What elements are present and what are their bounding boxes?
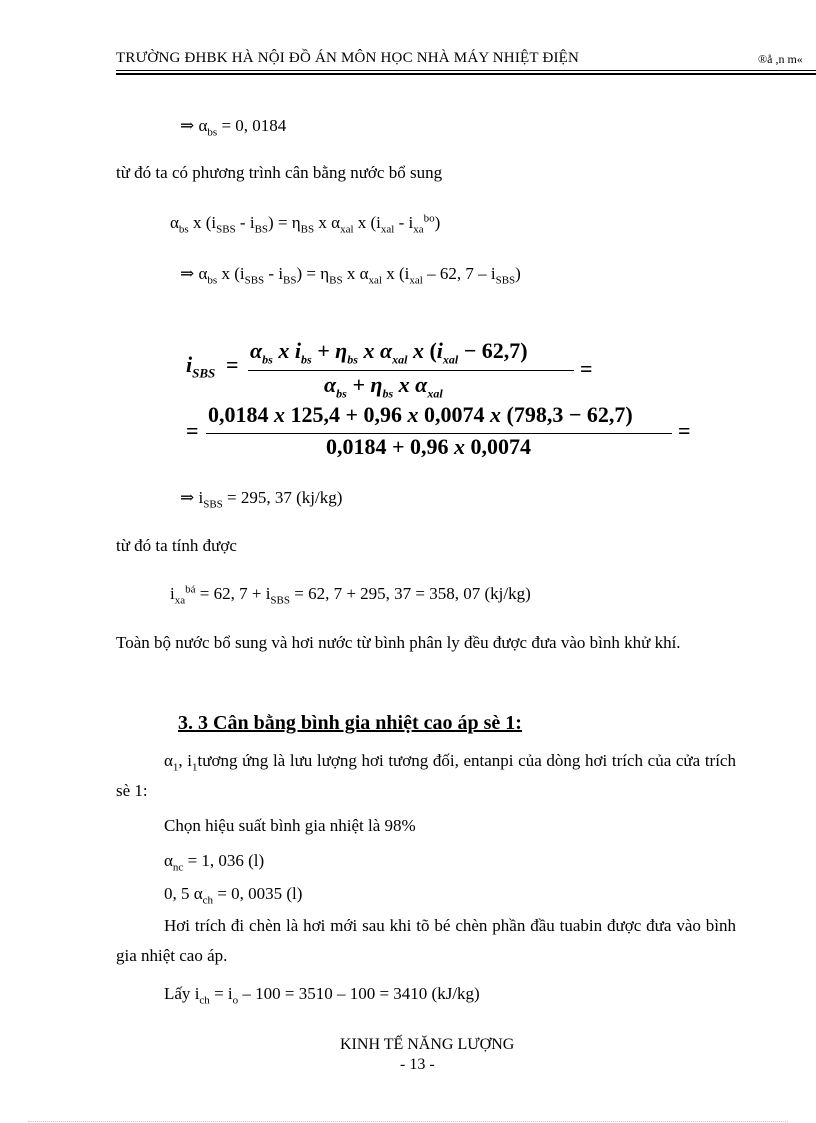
text-balance-intro: từ đó ta có phương trình cân bằng nước bổ sung [116, 163, 443, 182]
text-compute: từ đó ta tính được [116, 536, 237, 555]
formula-num-1: $\alpha_{bs}$ x $i_{bs} + \eta_{bs}$ x $\alpha_{xal}$ x $(i_{xal} - 62,7)$ [250, 338, 528, 367]
formula-eq-4: = [678, 418, 691, 443]
formula-num-2: 0,0184 x 125,4 + 0,96 x 0,0074 x (798,3 − 62,7) [208, 402, 633, 427]
text-efficiency: Chọn hiệu suất bình gia nhiệt là 98% [164, 816, 416, 835]
formula-eq-2: = [580, 356, 593, 381]
eq-alpha-ch: 0, 5 $\alpha_{ch} = 0$, 0035 (l) [164, 884, 303, 907]
page-header-title: TRƯỜNG ĐHBK HÀ NỘI ĐỒ ÁN MÔN HỌC NHÀ MÁY NHIỆT ĐIỆN [116, 50, 580, 66]
footer-title: KINH TẾ NĂNG LƯỢNG [340, 1036, 515, 1053]
eq-alpha-bs: ⇒ $\alpha_{bs} = 0$, 0184 [180, 116, 287, 139]
paragraph-make-up-water: Toàn bộ nước bổ sung và hơi nước từ bình phân ly đều được đưa vào bình khử khí. [116, 633, 681, 652]
formula-lhs: $i_{SBS}$ [186, 352, 216, 381]
eq-balance: $\alpha_{bs}$ x $(i_{SBS} - i_{BS}) = \eta_{BS}$ x $\alpha_{xal}$ x $(i_{xal} - i_{xa}^{bo})$ [170, 212, 441, 236]
formula-den-1: $\alpha_{bs} + \eta_{bs}$ x $\alpha_{xal}$ [324, 372, 443, 401]
eq-balance-substituted: ⇒ $\alpha_{bs}$ x $(i_{SBS} - i_{BS}) = \eta_{BS}$ x $\alpha_{xal}$ x ($i_{xal} - 62$, $7 - i_{SBS}$) [180, 264, 521, 287]
header-rule-thick [116, 73, 816, 75]
page-number: - 13 - [400, 1056, 435, 1073]
result-isbs: ⇒ $i_{SBS} = 295$, 37 (kj/kg) [180, 488, 343, 511]
header-rule [116, 70, 816, 71]
formula-den-2: 0,0184 + 0,96 x 0,0074 [326, 434, 532, 459]
formula-eq-3: = [186, 418, 199, 443]
paragraph-alpha1: $\alpha_1$, $i_1tương$ ứng là lưu lượng hơi tương đối, entanpi của dòng hơi trích của cửa trích sè 1: [116, 751, 736, 800]
page-header-right: ®å ,n m« [758, 52, 803, 66]
eq-alpha-nc: $\alpha_{nc} = 1$, 036 (l) [164, 851, 265, 874]
section-heading: 3. 3 Cân bằng bình gia nhiệt cao áp sè 1: [178, 712, 522, 734]
formula-eq-1: = [226, 352, 239, 377]
bottom-dotted-rule [28, 1121, 788, 1122]
eq-ixa: $i_{xa}^{bá} = 62$, $7 + i_{SBS} = 62$, 7 + 295, 37 = 358, 07 (kj/kg) [170, 583, 531, 607]
fraction-bar-1 [248, 370, 574, 371]
paragraph-steam-seal: Hơi trích đi chèn là hơi mới sau khi tõ bé chèn phần đầu tuabin được đưa vào bình gia nhiệt cao áp. [116, 916, 736, 965]
eq-ich: Lấy $i_{ch} = i_o - 100 = 3510 - 100 = 3410$ (kJ/kg) [164, 984, 480, 1007]
